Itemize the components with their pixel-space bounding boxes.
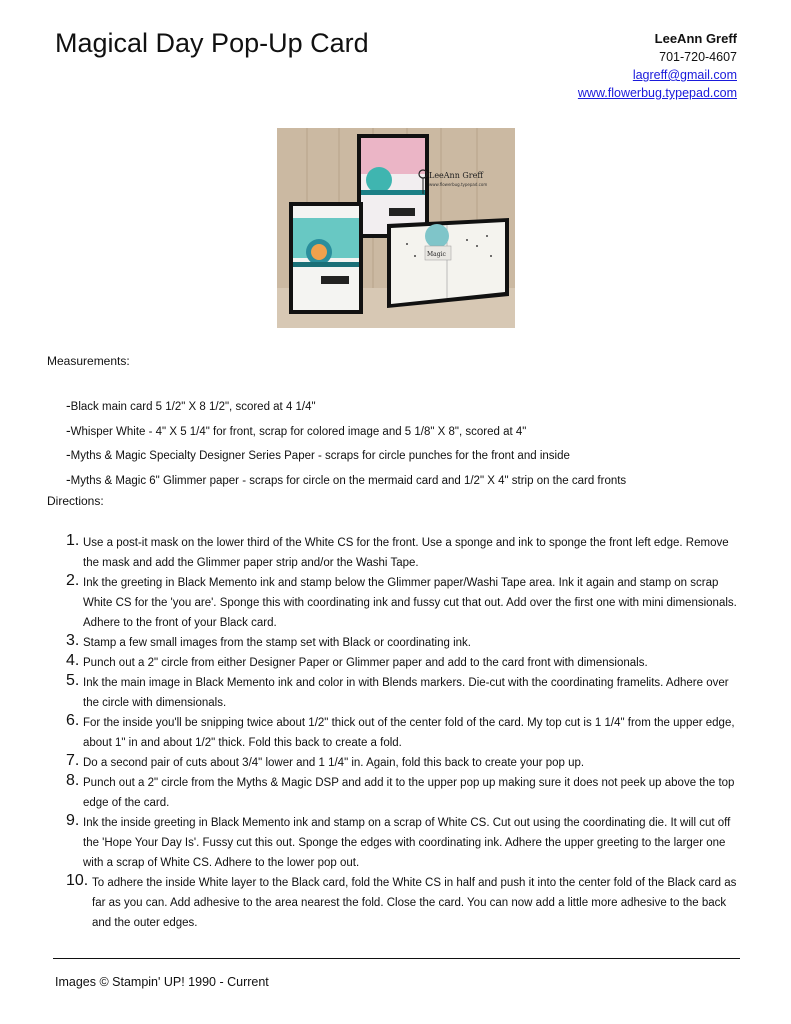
- footer-divider: [53, 958, 740, 959]
- list-item: - Myths & Magic Specialty Designer Series Paper - scraps for circle punches for the front and inside: [66, 443, 626, 468]
- directions-list: [66, 533, 746, 933]
- list-item: - Myths & Magic 6" Glimmer paper - scraps for circle on the mermaid card and 1/2" X 4" strip on the card fronts: [66, 468, 626, 493]
- list-item: - Black main card 5 1/2" X 8 1/2", scored at 4 1/4": [66, 394, 626, 419]
- watermark-name: LeeAnn Greff: [429, 171, 484, 180]
- card-photo: [277, 128, 515, 328]
- author-name: LeeAnn Greff: [654, 31, 737, 46]
- watermark-url: www.flowerbug.typepad.com: [429, 182, 488, 187]
- list-item: 10. To adhere the inside White layer to the Black card, fold the White CS in half and push it into the center fold of the Black card as far as you can. Add adhesive to the area nearest the fold. Close the card. You can now add a little more adhesive to the back and the outer edges.: [66, 872, 737, 929]
- list-item: 3. Stamp a few small images from the stamp set with Black or coordinating ink.: [66, 632, 471, 649]
- measurements-list: [66, 394, 626, 492]
- list-item: 7. Do a second pair of cuts about 3/4" lower and 1 1/4" in. Again, fold this back to create your pop up.: [66, 752, 585, 769]
- measurements-label: Measurements:: [47, 354, 130, 368]
- website-link[interactable]: www.flowerbug.typepad.com: [577, 86, 737, 100]
- footer-copyright: Images © Stampin' UP! 1990 - Current: [55, 975, 269, 989]
- list-item: 4. Punch out a 2" circle from either Designer Paper or Glimmer paper and add to the card front with dimensionals.: [66, 652, 648, 669]
- list-item: 1. Use a post-it mask on the lower third of the White CS for the front. Use a sponge and ink to sponge the front left edge. Remove the mask and add the Glimmer paper strip and/or the Washi Tape.: [66, 532, 729, 569]
- page-title: Magical Day Pop-Up Card: [55, 28, 369, 58]
- list-item: 8. Punch out a 2" circle from the Myths & Magic DSP and add it to the upper pop up making sure it does not peek up above the top edge of the card.: [66, 772, 735, 809]
- list-item: 5. Ink the main image in Black Memento ink and color in with Blends markers. Die-cut with the coordinating framelits. Adhere over the circle with dimensionals.: [66, 672, 729, 709]
- list-item: - Whisper White - 4" X 5 1/4" for front, scrap for colored image and 5 1/8" X 8", scored at 4": [66, 419, 626, 444]
- list-item: 6. For the inside you'll be snipping twice about 1/2" thick out of the center fold of the card. My top cut is 1 1/4" from the upper edge, about 1" in and about 1/2" thick. Fold this back to create a fold.: [66, 712, 735, 749]
- phone-number: 701-720-4607: [659, 50, 737, 64]
- svg-text:Magic: Magic: [427, 251, 446, 258]
- directions-label: Directions:: [47, 494, 104, 508]
- list-item: 9. Ink the inside greeting in Black Memento ink and stamp on a scrap of White CS. Cut out using the coordinating die. It will cut off the 'Hope Your Day Is'. Fussy cut this out. Sponge the edges with coordinating ink. Adhere the upper greeting to the larger one with a scrap of White CS. Adhere to the lower pop out.: [66, 812, 731, 869]
- email-link[interactable]: lagreff@gmail.com: [632, 68, 737, 82]
- list-item: 2. Ink the greeting in Black Memento ink and stamp below the Glimmer paper/Washi Tape area. Ink it again and stamp on scrap White CS for the 'you are'. Sponge this with coordinating ink and fussy cut that out. Add over the first one with mini dimensionals. Adhere to the front of your Black card.: [66, 572, 737, 629]
- contact-block: [578, 30, 737, 102]
